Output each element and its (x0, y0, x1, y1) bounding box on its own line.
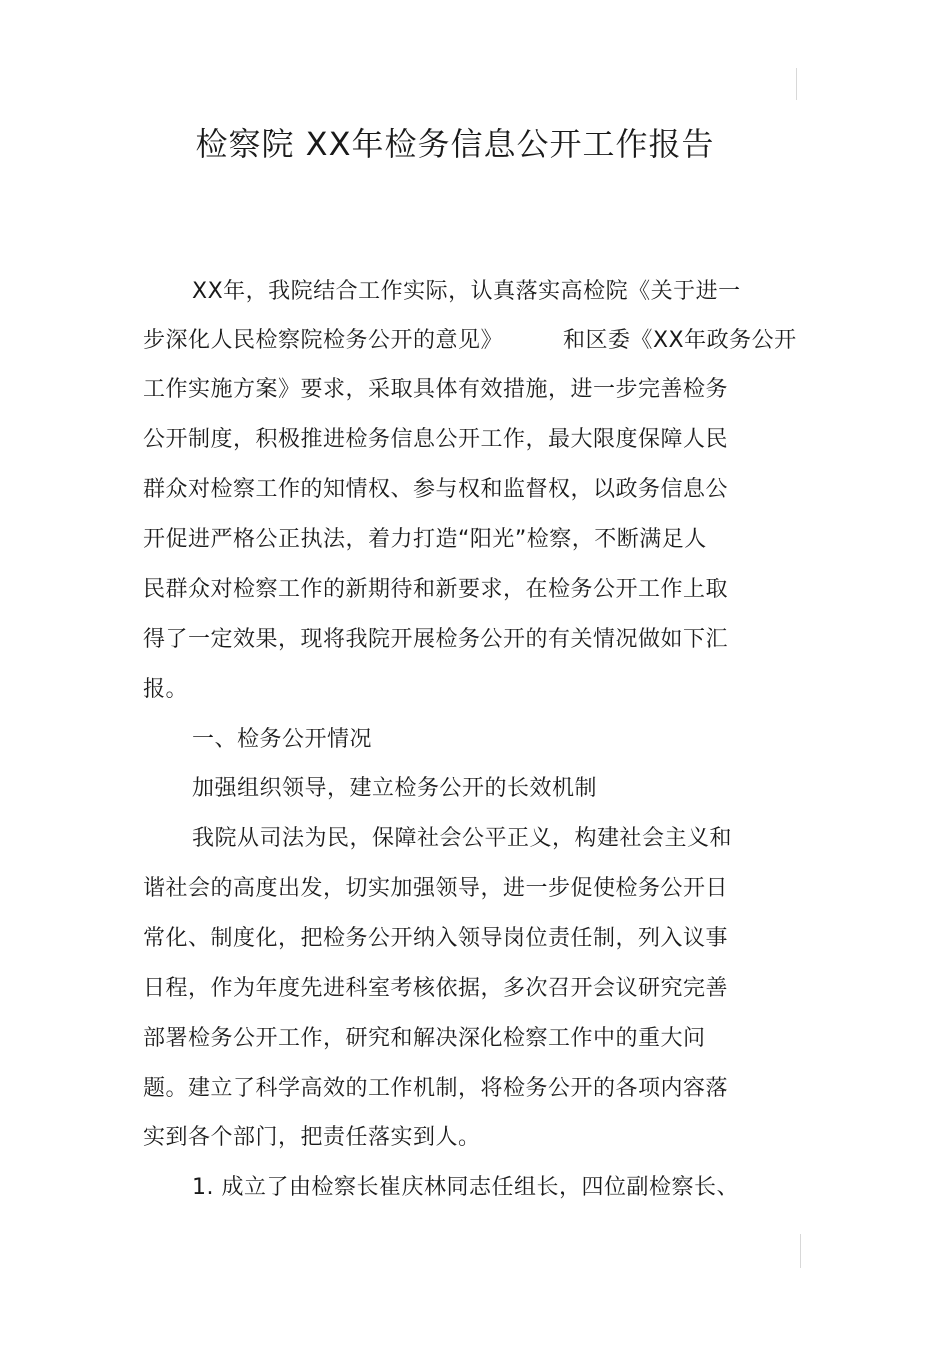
paragraph-line: 公开制度，积极推进检务信息公开工作，最大限度保障人民 (143, 427, 729, 452)
paragraph-line: 群众对检察工作的知情权、参与权和监督权，以政务信息公 (143, 477, 729, 502)
paragraph-line: 部署检务公开工作，研究和解决深化检察工作中的重大问 (143, 1026, 706, 1051)
subsection-heading: 加强组织领导，建立检务公开的长效机制 (192, 776, 598, 801)
document-title: 检察院 XX年检务信息公开工作报告 (195, 125, 715, 163)
paragraph-line: 我院从司法为民，保障社会公平正义，构建社会主义和 (192, 826, 733, 851)
paragraph-line: 开促进严格公正执法，着力打造“阳光”检察，不断满足人 (143, 527, 707, 552)
page-corner-mark (800, 1234, 801, 1268)
paragraph-line: 得了一定效果，现将我院开展检务公开的有关情况做如下汇 (143, 627, 729, 652)
section-heading: 一、检务公开情况 (192, 727, 373, 752)
paragraph-line: 谐社会的高度出发，切实加强领导，进一步促使检务公开日 (143, 876, 729, 901)
numbered-item: 1. 成立了由检察长崔庆林同志任组长，四位副检察长、 (192, 1175, 739, 1200)
page-corner-mark (796, 68, 797, 100)
paragraph-line: 常化、制度化，把检务公开纳入领导岗位责任制，列入议事 (143, 926, 729, 951)
paragraph-line: 实到各个部门，把责任落实到人。 (143, 1125, 481, 1150)
paragraph-line: 题。建立了科学高效的工作机制，将检务公开的各项内容落 (143, 1076, 729, 1101)
paragraph-line: 步深化人民检察院检务公开的意见》 和区委《XX年政务公开 (143, 328, 797, 353)
paragraph-line: 日程，作为年度先进科室考核依据，多次召开会议研究完善 (143, 976, 729, 1001)
paragraph-line: 民群众对检察工作的新期待和新要求，在检务公开工作上取 (143, 577, 729, 602)
paragraph-line: 工作实施方案》要求，采取具体有效措施，进一步完善检务 (143, 377, 729, 402)
paragraph-line: 报。 (143, 677, 189, 702)
paragraph-line: XX年，我院结合工作实际，认真落实高检院《关于进一 (192, 279, 741, 304)
